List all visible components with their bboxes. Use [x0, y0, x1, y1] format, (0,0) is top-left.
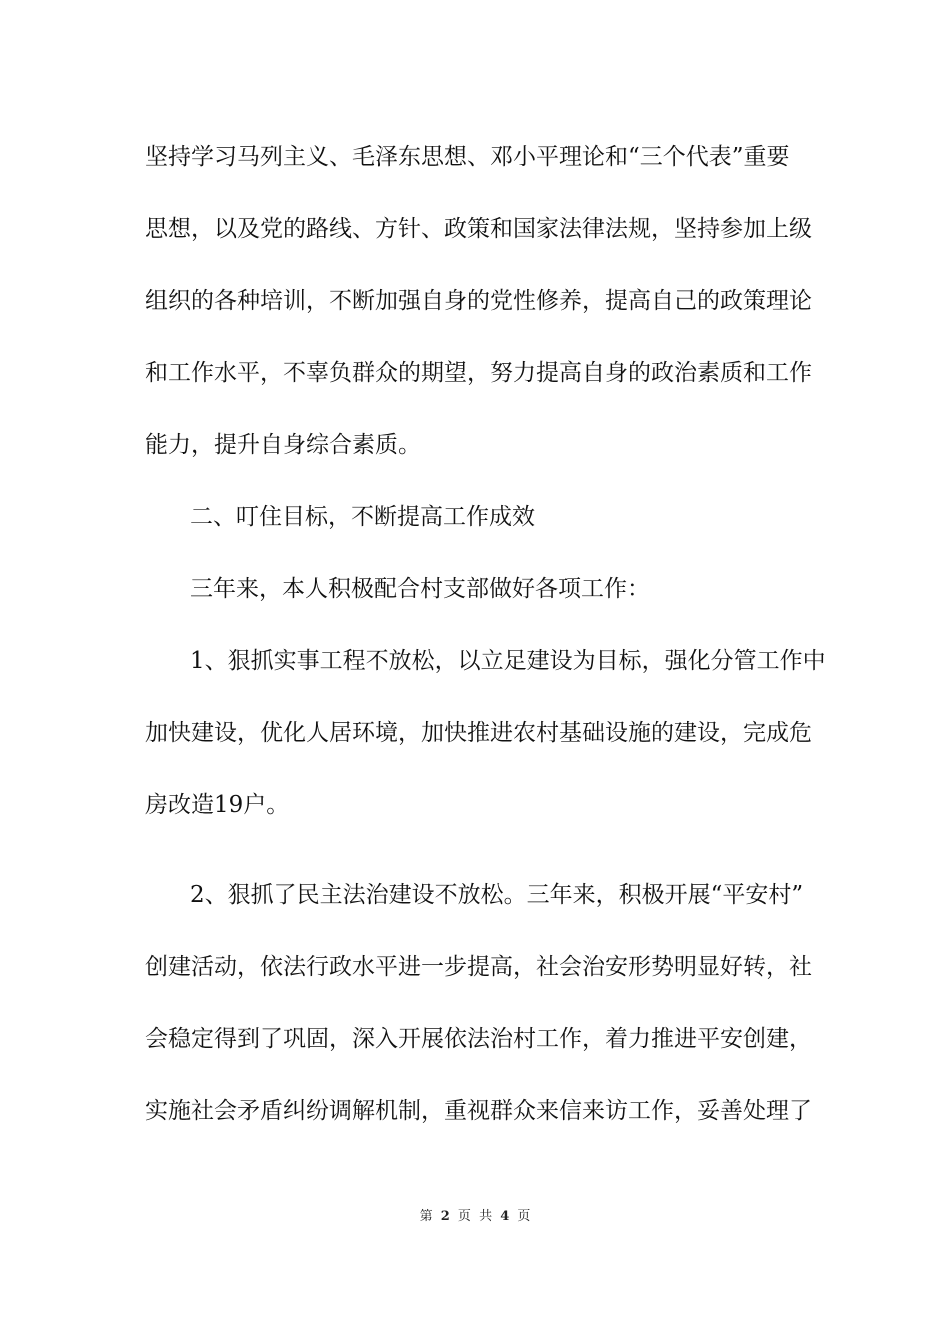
section-heading: 二、叮住目标，不断提高工作成效 — [190, 504, 535, 530]
item-1-line-3: 房改造19户。 — [145, 792, 290, 818]
paragraph-line-4: 和工作水平，不辜负群众的期望，努力提高自身的政治素质和工作 — [145, 360, 812, 386]
footer-gong: 共 — [479, 1209, 493, 1224]
footer-ye-2: 页 — [517, 1209, 531, 1224]
footer-di: 第 — [419, 1209, 433, 1224]
footer-page-number: 2 — [440, 1209, 450, 1224]
paragraph-line-1: 坚持学习马列主义、毛泽东思想、邓小平理论和“三个代表”重要 — [145, 144, 790, 170]
paragraph-intro: 三年来，本人积极配合村支部做好各项工作： — [190, 576, 650, 602]
item-1-line-1: 1、狠抓实事工程不放松，以立足建设为目标，强化分管工作中 — [190, 648, 826, 674]
paragraph-line-5: 能力，提升自身综合素质。 — [145, 432, 421, 458]
footer-total-pages: 4 — [500, 1209, 510, 1224]
paragraph-line-3: 组织的各种培训，不断加强自身的党性修养，提高自己的政策理论 — [145, 288, 812, 314]
page-footer — [0, 1208, 950, 1226]
item-2-line-4: 实施社会矛盾纠纷调解机制，重视群众来信来访工作，妥善处理了 — [145, 1098, 812, 1124]
item-2-line-2: 创建活动，依法行政水平进一步提高，社会治安形势明显好转，社 — [145, 954, 812, 980]
paragraph-line-2: 思想，以及党的路线、方针、政策和国家法律法规，坚持参加上级 — [145, 216, 812, 242]
item-2-line-1: 2、狠抓了民主法治建设不放松。三年来，积极开展“平安村” — [190, 882, 804, 908]
item-1-line-2: 加快建设，优化人居环境，加快推进农村基础设施的建设，完成危 — [145, 720, 812, 746]
footer-ye: 页 — [457, 1209, 471, 1224]
item-2-line-3: 会稳定得到了巩固，深入开展依法治村工作，着力推进平安创建， — [145, 1026, 812, 1052]
